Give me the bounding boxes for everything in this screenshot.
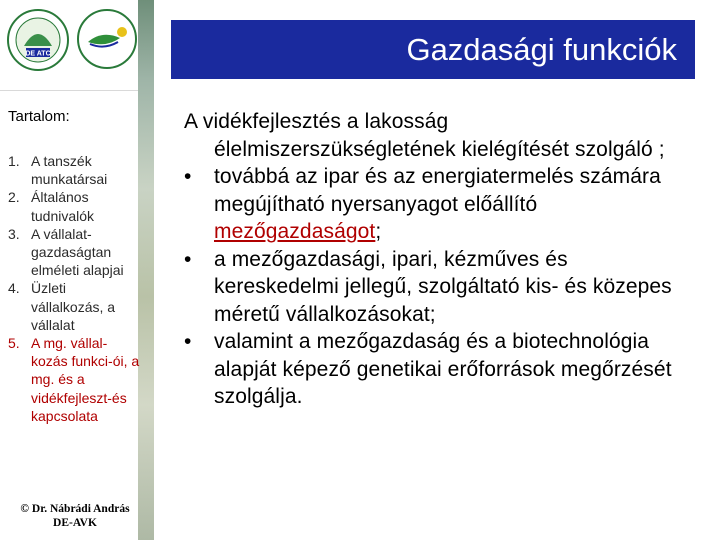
bullet-item-2 [184,246,684,329]
toc-item-label: Üzleti vállalkozás, a vállalat [31,280,116,333]
slide-title [171,20,695,79]
toc-item-number: 4. [8,280,20,297]
toc-item-number: 3. [8,225,20,242]
author-credit-name: © Dr. Nábrádi András [20,503,130,515]
toc-item-label: A mg. vállal-kozás funkci-ói, a mg. és a vidékfejleszt-és kapcsolata [31,335,140,424]
table-of-contents [8,152,140,425]
bullet-text-1b: ; [375,220,382,243]
highlighted-term: mezőgazdaságot [214,220,376,243]
main-content [184,108,684,411]
toc-item-5-active [8,334,140,425]
bullet-icon: • [184,165,192,188]
bullet-icon: • [184,330,192,353]
toc-item-3 [8,225,140,280]
toc-item-number: 1. [8,153,20,169]
side-photo-strip [138,0,154,540]
toc-heading: Tartalom: [8,108,70,125]
bullet-text-2: a mezőgazdasági, ipari, kézműves és kereskedelmi jellegű, szolgáltató kis- és közepes méretű vállalkozásokat; [214,247,672,326]
author-credit-org: DE-AVK [53,517,97,529]
university-seal-icon [6,8,70,72]
agri-logo-icon [76,8,138,70]
toc-item-label: Általános tudnivalók [31,189,95,224]
toc-item-label: A tanszék munkatársai [31,153,108,188]
bullet-item-1 [184,163,684,246]
toc-item-number: 5. [8,335,20,352]
bullet-icon: • [184,247,192,271]
bullet-text-3: valamint a mezőgazdaság és a biotechnológia alapját képező genetikai erőforrások megőrzését szolgálja. [214,330,672,408]
toc-item-label: A vállalat-gazdaságtan elméleti alapjai [31,225,124,279]
author-credit [12,502,138,530]
bullet-text-1a: továbbá az ipar és az energiatermelés számára megújítható nyersanyagot előállító [214,165,661,216]
slide-title-text: Gazdasági funkciók [406,31,677,67]
intro-paragraph: A vidékfejlesztés a lakosság élelmiszerszükségletének kielégítését szolgáló ; [184,110,665,161]
bullet-item-3 [184,328,684,411]
toc-item-number: 2. [8,189,20,206]
toc-item-1 [8,152,140,188]
toc-item-2 [8,188,140,224]
bullet-list [184,163,684,411]
toc-item-4 [8,279,140,334]
svg-text:DE ATC: DE ATC [25,50,51,58]
sidebar-divider [0,90,138,91]
